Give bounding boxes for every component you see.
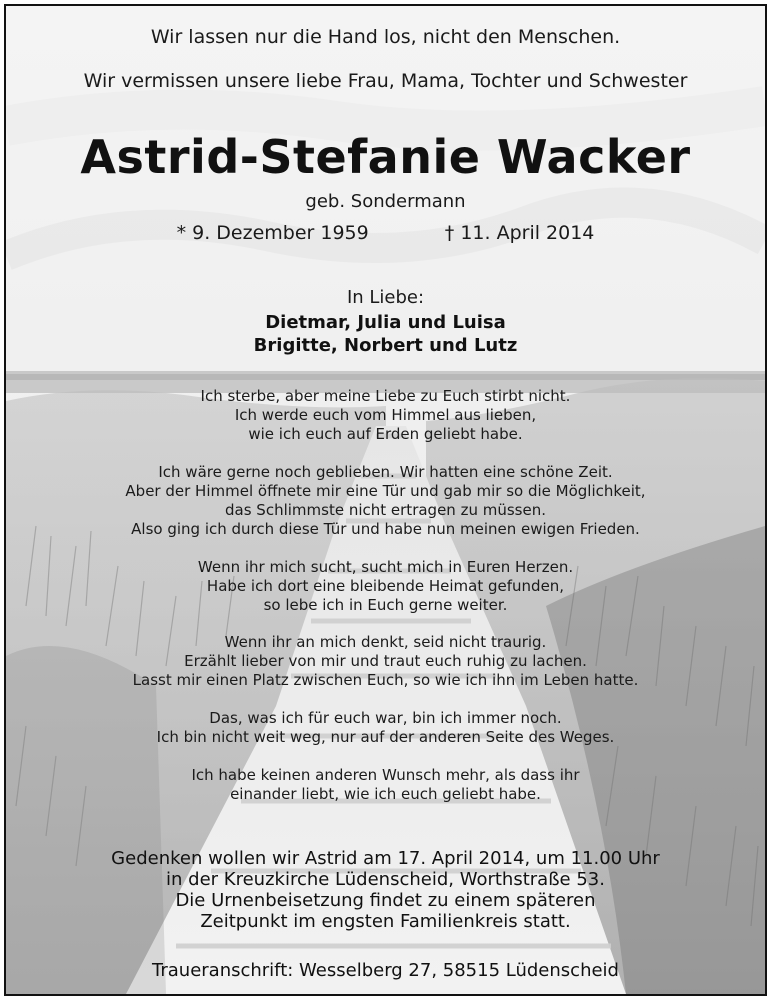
service-line: Die Urnenbeisetzung findet zu einem späteren [175,890,596,911]
poem-stanza [6,709,765,747]
death-date: † 11. April 2014 [444,222,595,244]
poem-line: Erzählt lieber von mir und traut euch ruhig zu lachen. [184,652,587,670]
poem-line: das Schlimmste nicht ertragen zu müssen. [225,501,546,519]
poem-line: Aber der Himmel öffnete mir eine Tür und gab mir so die Möglichkeit, [125,482,646,500]
service-line: Gedenken wollen wir Astrid am 17. April 2014, um 11.00 Uhr [111,848,660,869]
poem-stanza [6,766,765,804]
poem-line: Also ging ich durch diese Tür und habe nun meinen ewigen Frieden. [131,520,640,538]
intro-line: Wir vermissen unsere liebe Frau, Mama, Tochter und Schwester [83,70,688,92]
poem-line: einander liebt, wie ich euch geliebt habe. [230,785,541,803]
notice-content [6,6,765,994]
poem-line: Ich bin nicht weit weg, nur auf der anderen Seite des Weges. [156,728,615,746]
obituary-notice [4,4,767,996]
poem-line: Lasst mir einen Platz zwischen Euch, so wie ich ihn im Leben hatte. [132,671,639,689]
memorial-service-info [6,848,765,932]
service-line: Zeitpunkt im engsten Familienkreis statt. [200,911,571,932]
in-love-label: In Liebe: [346,287,425,308]
mourning-address: Traueranschrift: Wesselberg 27, 58515 Lüdenscheid [152,960,619,981]
family-line: Dietmar, Julia und Luisa [265,312,506,333]
poem-stanza [6,558,765,615]
deceased-name: Astrid-Stefanie Wacker [80,130,691,184]
poem-line: so lebe ich in Euch gerne weiter. [263,596,508,614]
poem-line: Ich habe keinen anderen Wunsch mehr, als dass ihr [191,766,580,784]
poem-line: wie ich euch auf Erden geliebt habe. [248,425,523,443]
service-line: in der Kreuzkirche Lüdenscheid, Worthstraße 53. [166,869,605,890]
family-line: Brigitte, Norbert und Lutz [253,335,518,356]
poem-stanza [6,633,765,690]
birth-date: * 9. Dezember 1959 [176,222,369,244]
poem-stanza [6,387,765,444]
poem-line: Wenn ihr mich sucht, sucht mich in Euren Herzen. [197,558,574,576]
poem-line: Wenn ihr an mich denkt, seid nicht traurig. [224,633,547,651]
poem-line: Ich werde euch vom Himmel aus lieben, [234,406,537,424]
poem-line: Habe ich dort eine bleibende Heimat gefunden, [206,577,565,595]
motto: Wir lassen nur die Hand los, nicht den Menschen. [150,26,621,48]
poem-line: Ich wäre gerne noch geblieben. Wir hatten eine schöne Zeit. [158,463,613,481]
poem-stanza [6,463,765,539]
poem-line: Das, was ich für euch war, bin ich immer noch. [209,709,562,727]
life-dates [6,222,765,244]
poem-line: Ich sterbe, aber meine Liebe zu Euch stirbt nicht. [200,387,571,405]
maiden-name: geb. Sondermann [305,191,466,212]
